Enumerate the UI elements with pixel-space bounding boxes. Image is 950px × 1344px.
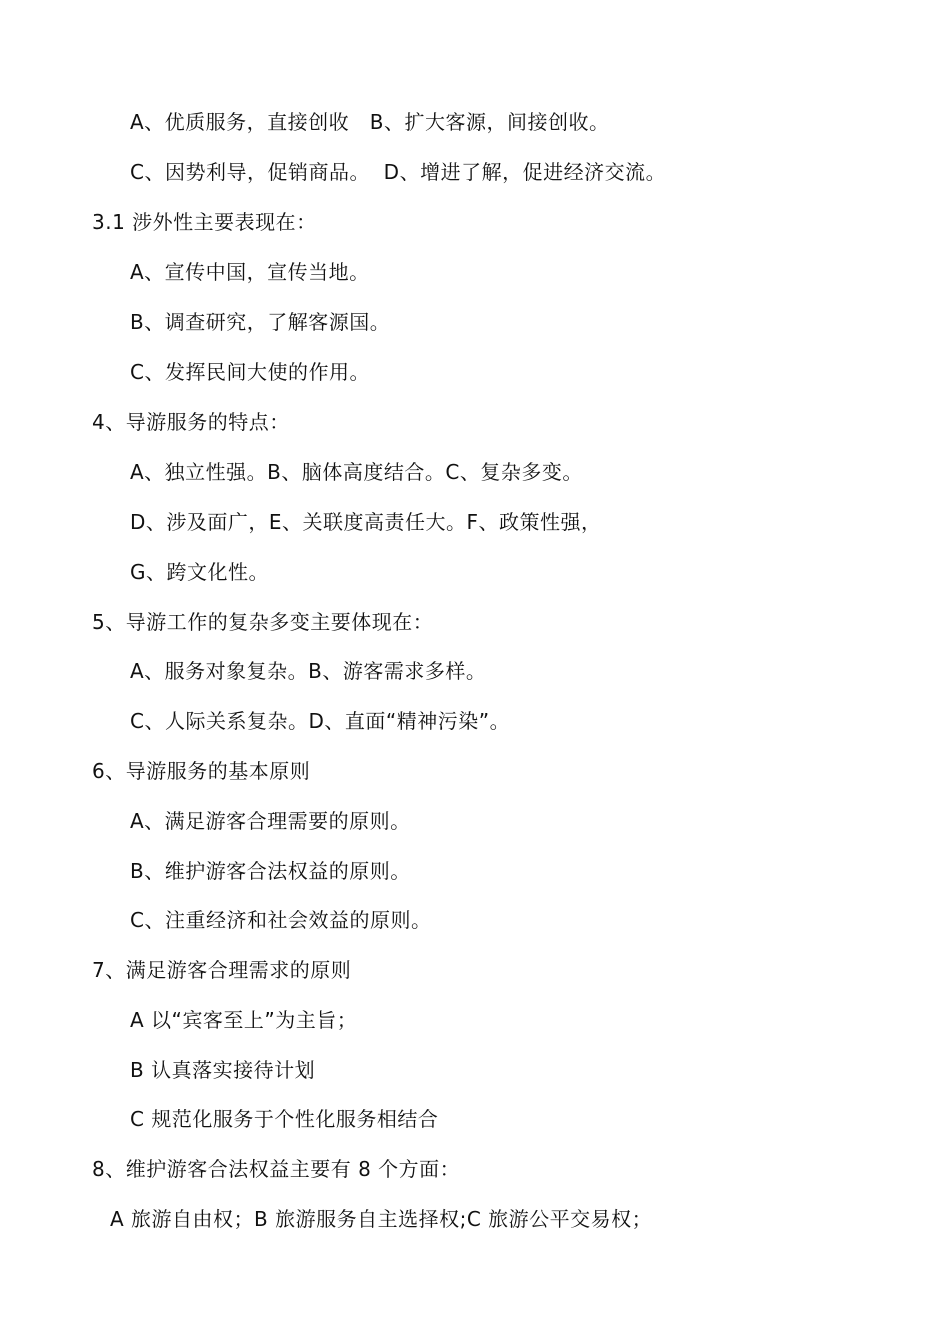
option-line: B 认真落实接待计划 — [130, 1058, 316, 1082]
option-line: A、满足游客合理需要的原则。 — [130, 809, 411, 833]
option-line: B、调查研究，了解客源国。 — [130, 310, 391, 334]
option-line: A、宣传中国，宣传当地。 — [130, 260, 370, 284]
option-line: C 规范化服务于个性化服务相结合 — [130, 1107, 439, 1131]
option-line: C、发挥民间大使的作用。 — [130, 360, 370, 384]
option-line: C、注重经济和社会效益的原则。 — [130, 908, 432, 932]
section-heading: 6、导游服务的基本原则 — [92, 759, 311, 783]
option-line: A 以“宾客至上”为主旨； — [130, 1008, 358, 1032]
section-heading: 4、导游服务的特点： — [92, 410, 290, 434]
section-heading: 7、满足游客合理需求的原则 — [92, 958, 352, 982]
section-heading: 3.1 涉外性主要表现在： — [92, 210, 317, 234]
option-line: A、优质服务，直接创收 B、扩大客源，间接创收。 — [130, 110, 610, 134]
section-heading: 5、导游工作的复杂多变主要体现在： — [92, 610, 434, 634]
option-line: B、维护游客合法权益的原则。 — [130, 859, 411, 883]
option-line: C、因势利导，促销商品。 D、增进了解，促进经济交流。 — [130, 160, 667, 184]
option-line: D、涉及面广，E、关联度高责任大。F、政策性强， — [130, 510, 602, 534]
section-heading: 8、维护游客合法权益主要有 8 个方面： — [92, 1157, 461, 1181]
option-line: G、跨文化性。 — [130, 560, 269, 584]
option-line: A、独立性强。B、脑体高度结合。C、复杂多变。 — [130, 460, 583, 484]
option-line: C、人际关系复杂。D、直面“精神污染”。 — [130, 709, 511, 733]
option-line: A 旅游自由权；B 旅游服务自主选择权;C 旅游公平交易权； — [110, 1207, 653, 1231]
option-line: A、服务对象复杂。B、游客需求多样。 — [130, 659, 487, 683]
